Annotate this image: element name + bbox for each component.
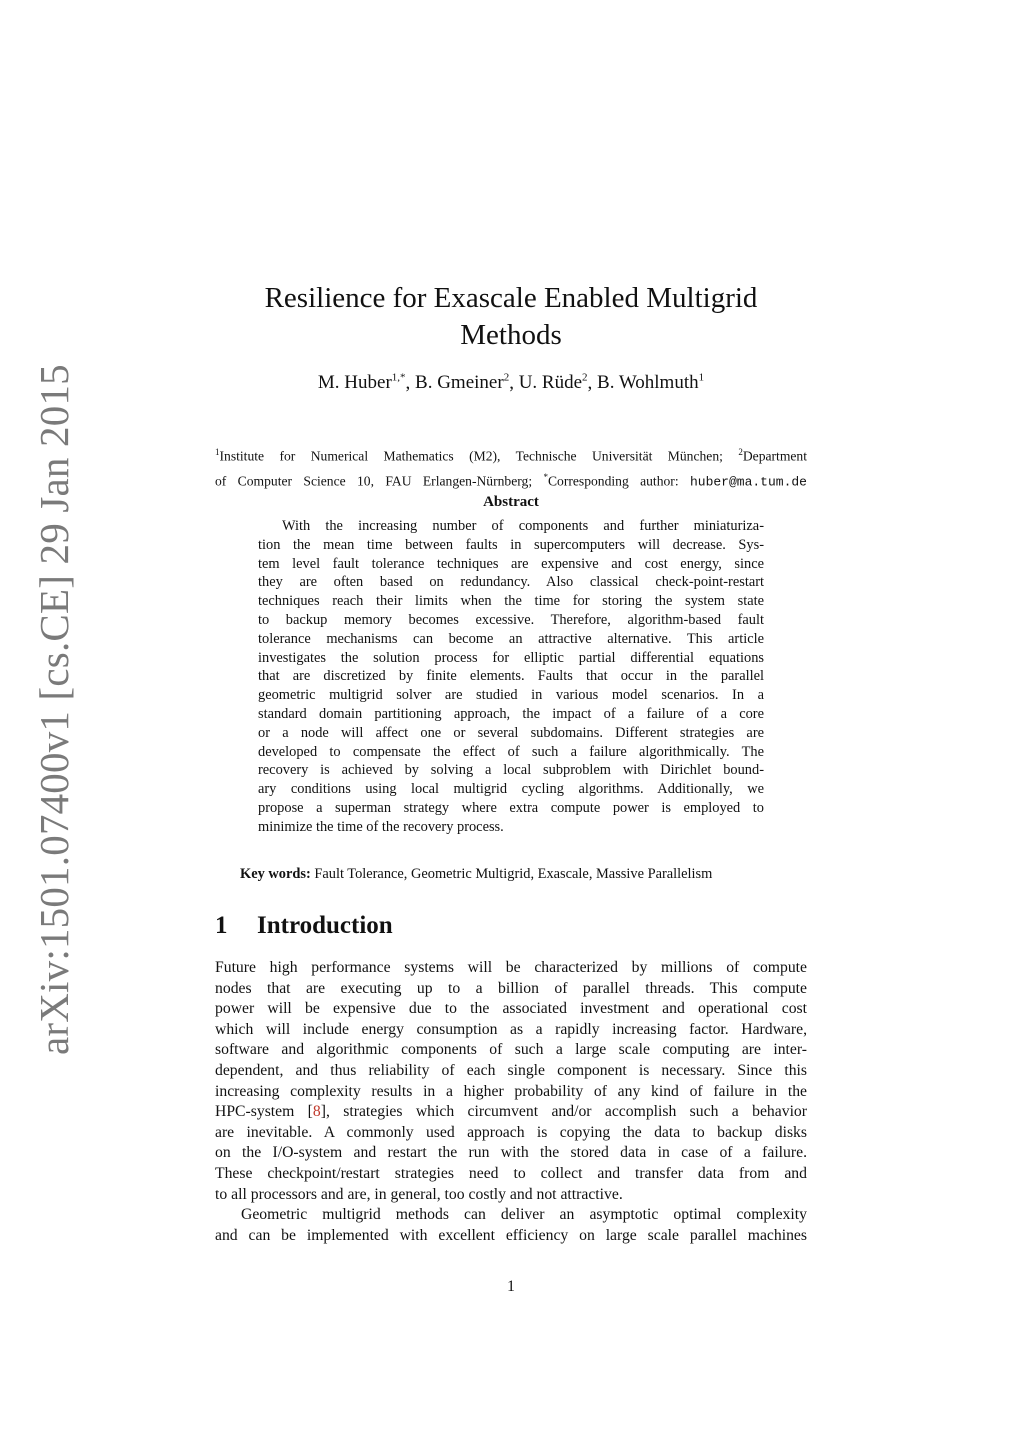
citation-link[interactable]: 8 xyxy=(312,1103,321,1121)
paper-title xyxy=(215,280,807,354)
author: B. Wohlmuth$^1$ xyxy=(597,372,705,394)
body-line: Future high performance systems will be characterized by millions of compute xyxy=(215,959,807,976)
abstract-line: With the increasing number of components and further miniaturiza- xyxy=(282,518,764,534)
body-line: which will include energy consumption as a rapidly increasing factor. Hardware, xyxy=(215,1020,807,1038)
abstract-line: minimize the time of the recovery process. xyxy=(258,818,504,835)
body-line: to all processors and are, in general, too costly and not attractive. xyxy=(215,1185,623,1203)
body-line: Geometric multigrid methods can deliver an asymptotic optimal complexity xyxy=(241,1206,807,1224)
abstract-line: to backup memory becomes excessive. Therefore, algorithm-based fault xyxy=(258,611,764,628)
keywords-text: Fault Tolerance, Geometric Multigrid, Exascale, Massive Parallelism xyxy=(314,866,713,882)
title-line-2: Methods xyxy=(460,319,562,351)
abstract-body xyxy=(258,517,764,837)
introduction-body xyxy=(215,958,807,1246)
body-line: are inevitable. A commonly used approach is copying the data to backup disks xyxy=(215,1123,807,1141)
author: M. Huber$^{1,*}$ xyxy=(317,372,406,394)
body-line: increasing complexity results in a higher probability of any kind of failure in the xyxy=(215,1082,807,1100)
author: B. Gmeiner$^2$ xyxy=(415,372,510,394)
body-line: These checkpoint/restart strategies need to collect and transfer data from and xyxy=(215,1164,807,1182)
corresponding-email[interactable]: huber@ma.tum.de xyxy=(689,474,807,490)
body-line: software and algorithmic components of such a large scale computing are inter- xyxy=(215,1041,807,1059)
abstract-line: or a node will affect one or several subdomains. Different strategies are xyxy=(258,724,764,741)
section-number: 1 xyxy=(215,912,228,939)
abstract-line: that are discretized by finite elements. Faults that occur in the parallel xyxy=(258,668,764,685)
abstract-line: geometric multigrid solver are studied in various model scenarios. In a xyxy=(258,687,764,704)
body-line: HPC-system [8], strategies which circumvent and/or accomplish such a behavior xyxy=(215,1103,807,1121)
abstract-line: tion the mean time between faults in supercomputers will decrease. Sys- xyxy=(258,536,764,553)
keywords-label: Key words: xyxy=(240,866,311,882)
abstract-line: tem level fault tolerance techniques are expensive and cost energy, since xyxy=(258,555,764,572)
body-line: power will be expensive due to the associated investment and operational cost xyxy=(215,1000,807,1018)
abstract-line: developed to compensate the effect of such a failure algorithmically. The xyxy=(258,743,764,760)
body-line: dependent, and thus reliability of each single component is necessary. Since this xyxy=(215,1061,807,1079)
section-heading-introduction xyxy=(215,912,393,940)
title-line-1: Resilience for Exascale Enabled Multigrid xyxy=(264,282,758,314)
page-number: 1 xyxy=(507,1278,515,1295)
abstract-line: tolerance mechanisms can become an attractive alternative. This article xyxy=(258,630,764,647)
affiliation-line-2: of Computer Science 10, FAU Erlangen-Nürnberg; *Corresponding author: huber@ma.tum.de xyxy=(215,471,807,490)
body-line: on the I/O-system and restart the run with the stored data in case of a failure. xyxy=(215,1144,807,1162)
abstract-line: standard domain partitioning approach, the impact of a failure of a core xyxy=(258,705,764,722)
abstract-line: propose a superman strategy where extra compute power is employed to xyxy=(258,799,764,816)
arxiv-identifier-stamp: arXiv:1501.07400v1 [cs.CE] 29 Jan 2015 xyxy=(31,364,77,1055)
affiliations xyxy=(215,442,807,492)
abstract-line: investigates the solution process for elliptic partial differential equations xyxy=(258,649,764,666)
keywords xyxy=(240,866,807,883)
body-line: nodes that are executing up to a billion of parallel threads. This compute xyxy=(215,979,807,997)
section-title: Introduction xyxy=(257,912,393,939)
body-line: and can be implemented with excellent efficiency on large scale parallel machines xyxy=(215,1226,807,1244)
abstract-line: ary conditions using local multigrid cycling algorithms. Additionally, we xyxy=(258,781,764,798)
author-list: M. Huber$^{1,*}$, B. Gmeiner$^2$, U. Rüde$^2$, B. Wohlmuth$^1$ xyxy=(317,372,705,394)
abstract-line: recovery is achieved by solving a local subproblem with Dirichlet bound- xyxy=(258,762,764,779)
abstract-line: they are often based on redundancy. Also classical check-point-restart xyxy=(258,574,764,591)
abstract-line: techniques reach their limits when the time for storing the system state xyxy=(258,593,764,610)
abstract-heading: Abstract xyxy=(483,494,539,510)
author: U. Rüde$^2$ xyxy=(518,372,588,394)
affiliation-line-1: $^1$Institute for Numerical Mathematics (M2), Technische Universität München; $^2$Department xyxy=(215,447,808,464)
